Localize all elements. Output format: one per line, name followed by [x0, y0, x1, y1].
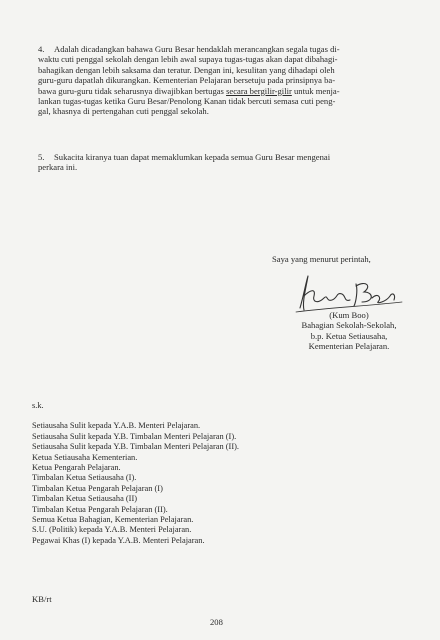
list-item: Setiausaha Sulit kepada Y.A.B. Menteri Pelajaran. [32, 421, 201, 431]
paragraph-line: waktu cuti penggal sekolah dengan lebih awal supaya tugas-tugas akan dapat dibahagi- [38, 54, 338, 65]
paragraph-line: gal, khasnya di pertengahan cuti penggal sekolah. [38, 106, 209, 117]
list-item: S.U. (Politik) kepada Y.A.B. Menteri Pelajaran. [32, 525, 192, 535]
paragraph-line: lankan tugas-tugas ketika Guru Besar/Penolong Kanan tidak bercuti semasa cuti peng- [38, 96, 336, 107]
list-item: Timbalan Ketua Setiausaha (I). [32, 473, 137, 483]
paragraph-4 [38, 44, 430, 117]
paragraph-number: 5. [38, 152, 45, 162]
paragraph-number: 4. [38, 44, 45, 54]
closing-salutation: Saya yang menurut perintah, [272, 254, 371, 264]
copy-to-list [32, 401, 239, 546]
paragraph-5 [38, 152, 430, 173]
signatory-ministry: Kementerian Pelajaran. [308, 341, 390, 352]
list-item: Timbalan Ketua Setiausaha (II) [32, 494, 138, 504]
paragraph-line: Sukacita kiranya tuan dapat memaklumkan kepada semua Guru Besar mengenai [54, 152, 331, 162]
signatory-name: (Kum Boo) [329, 310, 369, 320]
list-item: Pegawai Khas (I) kepada Y.A.B. Menteri Pelajaran. [32, 535, 205, 545]
paragraph-line: Adalah dicadangkan bahawa Guru Besar hendaklah merancangkan segala tugas di- [54, 44, 340, 54]
signatory-department: Bahagian Sekolah-Sekolah, [301, 320, 397, 331]
list-item: Timbalan Ketua Pengarah Pelajaran (II). [32, 504, 168, 514]
page-number: 208 [210, 617, 223, 627]
paragraph-line: guru-guru dapatlah dikurangkan. Kementerian Pelajaran bersetuju pada prinsipnya ba- [38, 75, 336, 86]
copy-to-label: s.k. [32, 401, 44, 410]
reference-code: KB/rt [32, 594, 52, 604]
paragraph-line: bahagikan dengan lebih saksama dan teratur. Dengan ini, kesulitan yang dihadapi oleh [38, 64, 335, 75]
list-item: Semua Ketua Bahagian, Kementerian Pelajaran. [32, 515, 194, 525]
paragraph-line: perkara ini. [38, 162, 78, 173]
paragraph-line-part: untuk menja- [291, 85, 340, 96]
signatory-block [274, 310, 424, 352]
list-item: Ketua Setiausaha Kementerian. [32, 452, 138, 462]
underlined-phrase: secara bergilir-gilir [226, 85, 292, 96]
list-item: Setiausaha Sulit kepada Y.B. Timbalan Menteri Pelajaran (II). [32, 442, 240, 452]
list-item: Timbalan Ketua Pengarah Pelajaran (I) [32, 483, 163, 493]
paragraph-line-part: bawa guru-guru tidak seharusnya diwajibkan bertugas [38, 85, 227, 96]
signatory-on-behalf: b.p. Ketua Setiausaha, [310, 330, 388, 341]
list-item: Setiausaha Sulit kepada Y.B. Timbalan Menteri Pelajaran (I). [32, 431, 237, 441]
list-item: Ketua Pengarah Pelajaran. [32, 463, 121, 473]
